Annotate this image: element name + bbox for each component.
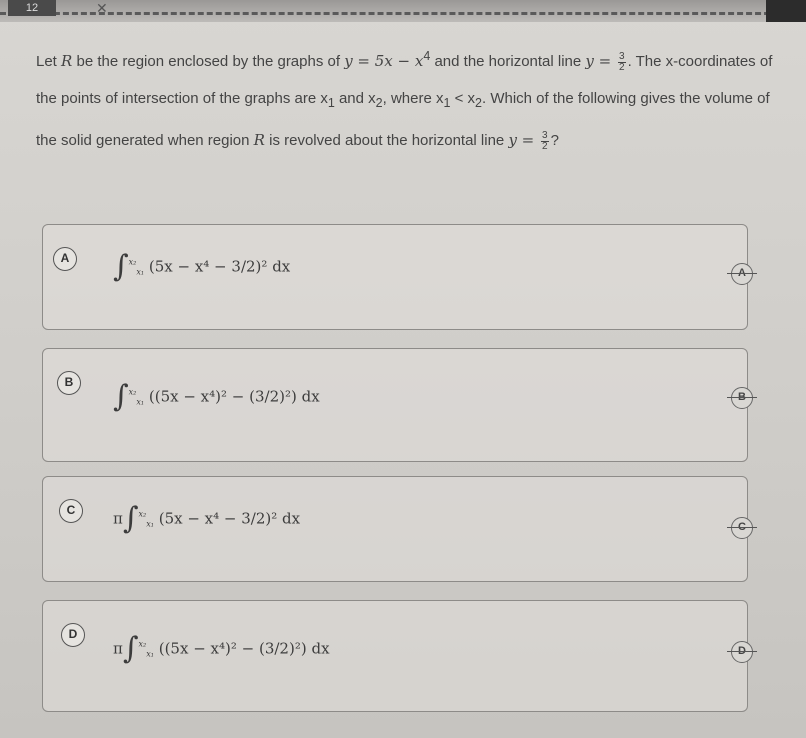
toolbar-divider xyxy=(0,12,806,15)
fraction-three-halves: $\frac{3}{2}$ xyxy=(619,50,625,73)
option-letter-b: B xyxy=(57,371,81,395)
integral-sign-icon: ∫ xyxy=(113,249,129,284)
option-letter-d: D xyxy=(61,623,85,647)
option-c-formula: π∫$^{x_2}_{x_1}$ (5x − x⁴ − 3/2)² dx xyxy=(113,501,301,536)
close-icon[interactable]: ✕ xyxy=(96,0,108,16)
eliminate-option-b-icon[interactable]: B xyxy=(731,387,753,409)
answer-option-c[interactable] xyxy=(42,476,748,582)
question-number-tab[interactable]: 12 xyxy=(8,0,56,16)
integral-sign-icon: ∫ xyxy=(122,501,139,536)
eliminate-option-c-icon[interactable]: C xyxy=(731,517,753,539)
question-text: Let R be the region enclosed by the graphs of $y = 5x - x^4$ and the horizontal line y = $\frac{3}{2}$ . The x-coordinates of the points of intersection of the graphs are $x_1$ and $x_2$, where $x_1 < x_2$. Which of the following gives the volume of the solid generated when region R is revolved about the horizontal line y = $\frac{3}{2}$ ? xyxy=(36,49,773,152)
option-a-formula: ∫$^{x_2}_{x_1}$ (5x − x⁴ − 3/2)² dx xyxy=(113,249,291,284)
eliminate-option-d-icon[interactable]: D xyxy=(731,641,753,663)
integral-sign-icon: ∫ xyxy=(122,631,139,666)
option-d-formula: π∫$^{x_2}_{x_1}$ ((5x − x⁴)² − (3/2)²) dx xyxy=(113,631,330,666)
integral-sign-icon: ∫ xyxy=(113,379,129,414)
toolbar-right-panel xyxy=(766,0,806,22)
answer-option-d[interactable] xyxy=(42,600,748,712)
option-letter-c: C xyxy=(59,499,83,523)
option-b-formula: ∫$^{x_2}_{x_1}$ ((5x − x⁴)² − (3/2)²) dx xyxy=(113,379,320,414)
option-letter-a: A xyxy=(53,247,77,271)
answer-option-b[interactable] xyxy=(42,348,748,462)
eliminate-option-a-icon[interactable]: A xyxy=(731,263,753,285)
answer-option-a[interactable] xyxy=(42,224,748,330)
top-toolbar xyxy=(0,0,806,22)
